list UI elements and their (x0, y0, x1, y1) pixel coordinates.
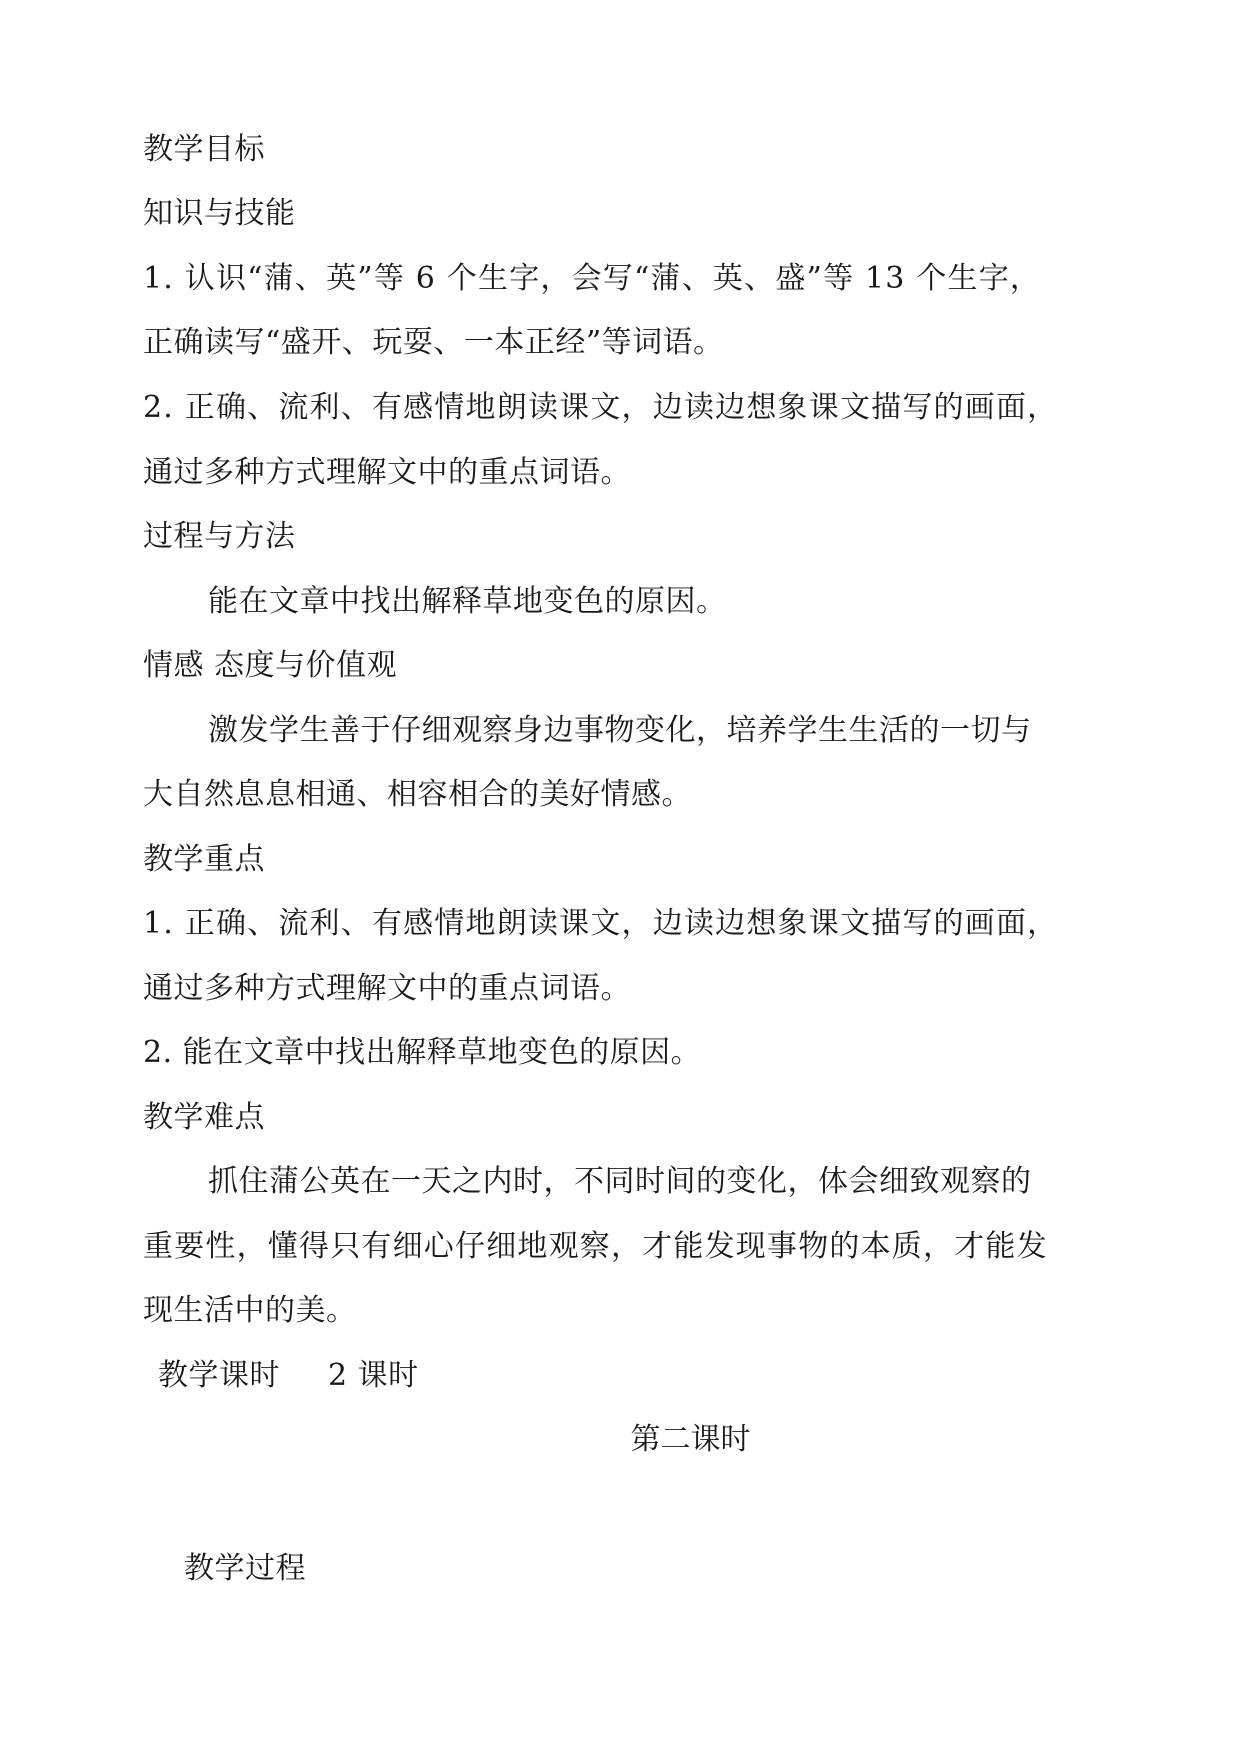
paragraph-line: 2. 能在文章中找出解释草地变色的原因。 (143, 1035, 702, 1070)
paragraph-line: 抓住蒲公英在一天之内时，不同时间的变化，体会细致观察的 (208, 1164, 1032, 1199)
paragraph-line: 通过多种方式理解文中的重点词语。 (143, 455, 631, 490)
heading-teaching-process: 教学过程 (184, 1551, 306, 1586)
subheading-emotion-values: 情感 态度与价值观 (143, 648, 398, 683)
paragraph-line: 大自然息息相通、相容相合的美好情感。 (143, 777, 692, 812)
paragraph-line: 激发学生善于仔细观察身边事物变化，培养学生生活的一切与 (208, 713, 1032, 748)
paragraph-line: 2. 正确、流利、有感情地朗读课文，边读边想象课文描写的画面， (143, 390, 1059, 425)
class-hours-label: 教学课时 (158, 1358, 280, 1393)
subheading-process-methods: 过程与方法 (143, 519, 296, 554)
subheading-knowledge-skills: 知识与技能 (143, 196, 296, 231)
class-hours-value: 2 课时 (328, 1358, 419, 1393)
section-title-second-lesson: 第二课时 (630, 1422, 751, 1457)
class-hours-line (158, 1356, 419, 1396)
paragraph-line: 能在文章中找出解释草地变色的原因。 (208, 584, 727, 619)
heading-teaching-objectives: 教学目标 (143, 132, 265, 167)
heading-teaching-difficulty: 教学难点 (143, 1100, 265, 1135)
paragraph-line: 正确读写“盛开、玩耍、一本正经”等词语。 (143, 325, 724, 360)
paragraph-line: 1. 认识“蒲、英”等 6 个生字，会写“蒲、英、盛”等 13 个生字， (143, 261, 1042, 296)
paragraph-line: 现生活中的美。 (143, 1293, 357, 1328)
paragraph-line: 重要性，懂得只有细心仔细地观察，才能发现事物的本质，才能发 (143, 1229, 1048, 1264)
paragraph-line: 通过多种方式理解文中的重点词语。 (143, 971, 631, 1006)
paragraph-line: 1. 正确、流利、有感情地朗读课文，边读边想象课文描写的画面， (143, 906, 1059, 941)
heading-teaching-focus: 教学重点 (143, 842, 265, 877)
